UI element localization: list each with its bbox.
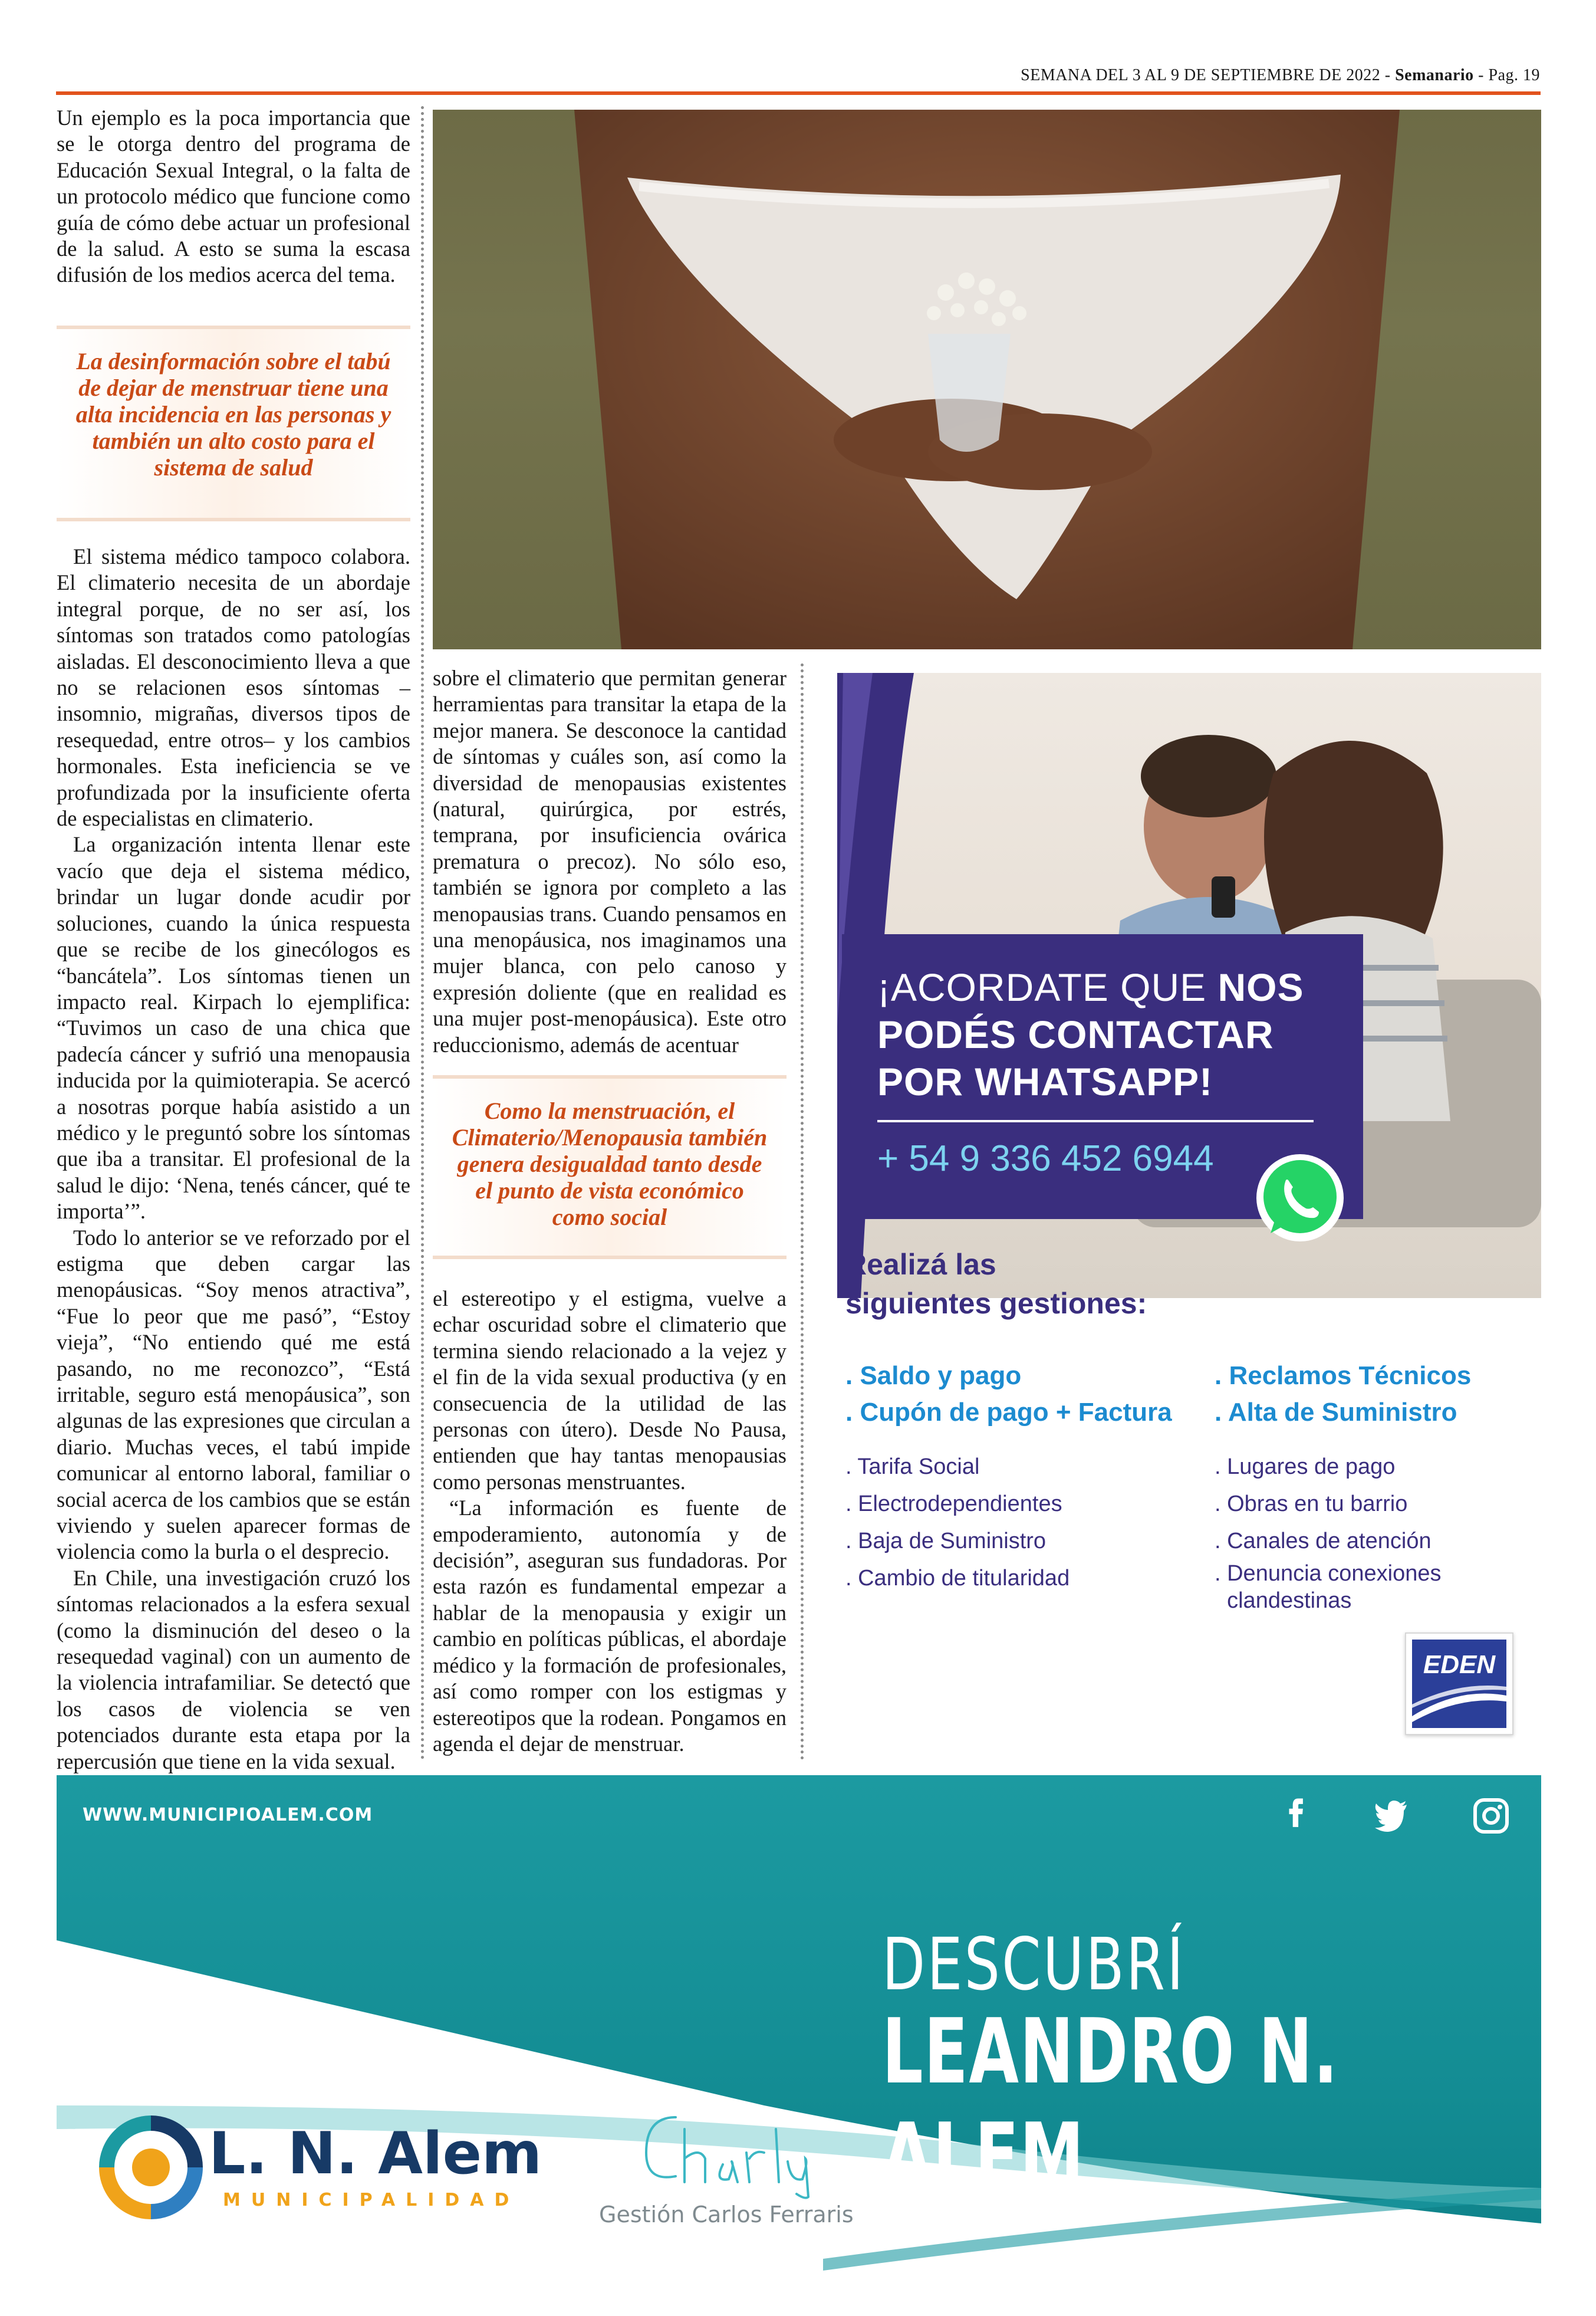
instagram-icon — [1472, 1796, 1511, 1835]
paragraph: La organización intenta llenar este vacío que deja el sistema médico, brindar un lugar donde acudir por soluciones, cuando la única respuesta que se recibe de los ginecólogos es “bancátela”. Los síntomas tienen un impacto real. Kirpach lo ejemplifica: “Tuvimos un caso de una chica que padecía cáncer y sufrió una menopausia inducida por la quimioterapia. Se acercó a nosotras porque había asistido a un médico y le preguntó sobre los síntomas que iba a transitar. El profesional de la salud le dijo: ‘Nena, tenés cáncer, qué te importa’”. — [57, 832, 410, 1224]
list-item: . Electrodependientes — [845, 1492, 1062, 1516]
article-col2-bottom — [433, 1286, 787, 1757]
list-item: . Lugares de pago — [1215, 1454, 1396, 1479]
municipality-logo-name: L. N. Alem — [209, 2120, 542, 2187]
header-publication: Semanario — [1395, 66, 1474, 84]
pull-quote-1: La desinformación sobre el tabú de dejar de menstruar tiene una alta incidencia en las personas y también un alto costo para el sistema de salud — [57, 326, 410, 521]
paragraph: el estereotipo y el estigma, vuelve a echar oscuridad sobre el climaterio que termina siendo relacionado a la vejez y el fin de la vida sexual productiva (y en consecuencia de la utilidad de las personas con útero). Desde No Pausa, entienden que hay tantas menopausias como personas menstruantes. — [433, 1286, 787, 1494]
list-item: . Saldo y pago — [845, 1361, 1022, 1390]
paragraph: Un ejemplo es la poca importancia que se le otorga dentro del programa de Educación Sexual Integral, o la falta de un protocolo médico que funcione como guía de cómo debe actuar un profesional de la salud. A esto se suma la escasa difusión de los medios acerca del tema. — [57, 106, 410, 287]
eden-advertisement — [837, 673, 1541, 1745]
article-col2-top — [433, 665, 787, 1058]
services-secondary-left — [845, 1448, 1070, 1597]
list-item: clandestinas — [1215, 1588, 1352, 1613]
header-week: SEMANA DEL 3 AL 9 DE SEPTIEMBRE DE 2022 - — [1021, 66, 1391, 84]
services-secondary-right — [1215, 1448, 1441, 1614]
paragraph: “La información es fuente de empoderamiento, autonomía y de decisión”, aseguran sus fundadoras. Por esta razón es fundamental empezar a hablar de la menopausia y exigir un cambio en políticas públicas, el abordaje médico y la formación de profesionales, así como romper con los estigmas y estereotipos que la rodean. Pongamos en agenda el dejar de menstruar. — [433, 1496, 787, 1756]
eden-swoosh-icon — [1412, 1640, 1506, 1728]
callout-title: ¡ACORDATE QUE NOS PODÉS CONTACTAR POR WHATSAPP! — [877, 965, 1304, 1103]
header-page: - Pag. 19 — [1478, 66, 1540, 84]
list-item: . Reclamos Técnicos — [1215, 1361, 1472, 1390]
paragraph: sobre el climaterio que permitan generar herramientas para transitar la etapa de la mejor manera. Se desconoce la cantidad de síntomas y cuáles son, así como la diversidad de menopausias existentes (natural, quirúrgica, por estrés, temprana, por insuficiencia ovárica prematura o precoz). No sólo eso, también se ignora por completo a las menopausias trans. Cuando pensamos en una menopáusica, nos imaginamos una mujer blanca, con pelo canoso y expresión doliente (que en realidad es una mujer post-menopáusica). Este otro reduccionismo, además de acentuar — [433, 666, 787, 1057]
header-rule — [56, 91, 1541, 95]
article-photo — [433, 110, 1541, 649]
column-divider — [801, 663, 804, 1760]
article-col1-top — [57, 105, 410, 288]
list-item: . Baja de Suministro — [845, 1529, 1047, 1553]
municipality-url: WWW.MUNICIPIOALEM.COM — [83, 1805, 373, 1825]
callout-rule — [877, 1120, 1314, 1122]
twitter-icon — [1371, 1796, 1410, 1835]
eden-intro: Realizá las siguientes gestiones: — [845, 1248, 1147, 1320]
facebook-icon — [1277, 1796, 1316, 1835]
list-item: . Obras en tu barrio — [1215, 1492, 1408, 1516]
list-item: . Alta de Suministro — [1215, 1398, 1457, 1427]
municipality-logo-icon — [89, 2105, 213, 2229]
services-primary-right — [1215, 1358, 1471, 1431]
list-item: . Cambio de titularidad — [845, 1566, 1070, 1591]
column-divider — [421, 106, 424, 1760]
charly-signature — [628, 2094, 829, 2200]
whatsapp-phone: + 54 9 336 452 6944 — [877, 1138, 1214, 1179]
eden-logo: EDEN — [1405, 1632, 1513, 1735]
paragraph: En Chile, una investigación cruzó los síntomas relacionados a la esfera sexual (como la disminución del deseo o la resequedad vaginal) con un aumento de la violencia intrafamiliar. Se detectó que los casos de violencia se ven potenciados durante esta etapa por la repercusión que tiene en la vida sexual. — [57, 1565, 410, 1773]
banner-headline-2: LEANDRO N. ALEM — [882, 1999, 1339, 2208]
list-item: . Denuncia conexiones — [1215, 1561, 1442, 1586]
banner-headline-1: DESCUBRÍ — [882, 1923, 1186, 2006]
list-item: . Tarifa Social — [845, 1454, 980, 1479]
page-header — [1021, 66, 1540, 85]
municipality-logo-sub: MUNICIPALIDAD — [223, 2190, 520, 2210]
article-col1-bottom — [57, 544, 410, 1801]
pull-quote-2: Como la menstruación, el Climaterio/Menopausia también genera desigualdad tanto desde el punto de vista económico como social — [433, 1075, 787, 1259]
photo-illustration — [433, 110, 1541, 649]
alem-advertisement — [57, 1775, 1541, 2305]
list-item: . Canales de atención — [1215, 1529, 1432, 1553]
paragraph: Todo lo anterior se ve reforzado por el estigma que deben cargar las menopáusicas. “Soy menos atractiva”, “Fue lo peor que me pasó”, “Estoy vieja”, “No entiendo qué me está pasando, no me reconozco”, “Está irritable, seguro está menopáusica”, son algunas de las expresiones que circulan a diario. Muchas veces, el tabú impide comunicar al entorno laboral, familiar o social acerca de los cambios que se están viviendo y suelen aparecer formas de violencia como la burla o el desprecio. — [57, 1225, 410, 1564]
signature-caption: Gestión Carlos Ferraris — [599, 2202, 854, 2228]
services-primary-left — [845, 1358, 1172, 1431]
whatsapp-icon — [1253, 1151, 1347, 1245]
list-item: . Cupón de pago + Factura — [845, 1398, 1172, 1427]
paragraph: El sistema médico tampoco colabora. El climaterio necesita de un abordaje integral porque, de no ser así, los síntomas son tratados como patologías aisladas. El desconocimiento lleva a que no se relacionen esos síntomas –insomnio, migrañas, diversos tipos de resequedad, entre otros– y los cambios hormonales. Esta ineficiencia se ve profundizada por la insuficiente oferta de especialistas en climaterio. — [57, 544, 410, 831]
